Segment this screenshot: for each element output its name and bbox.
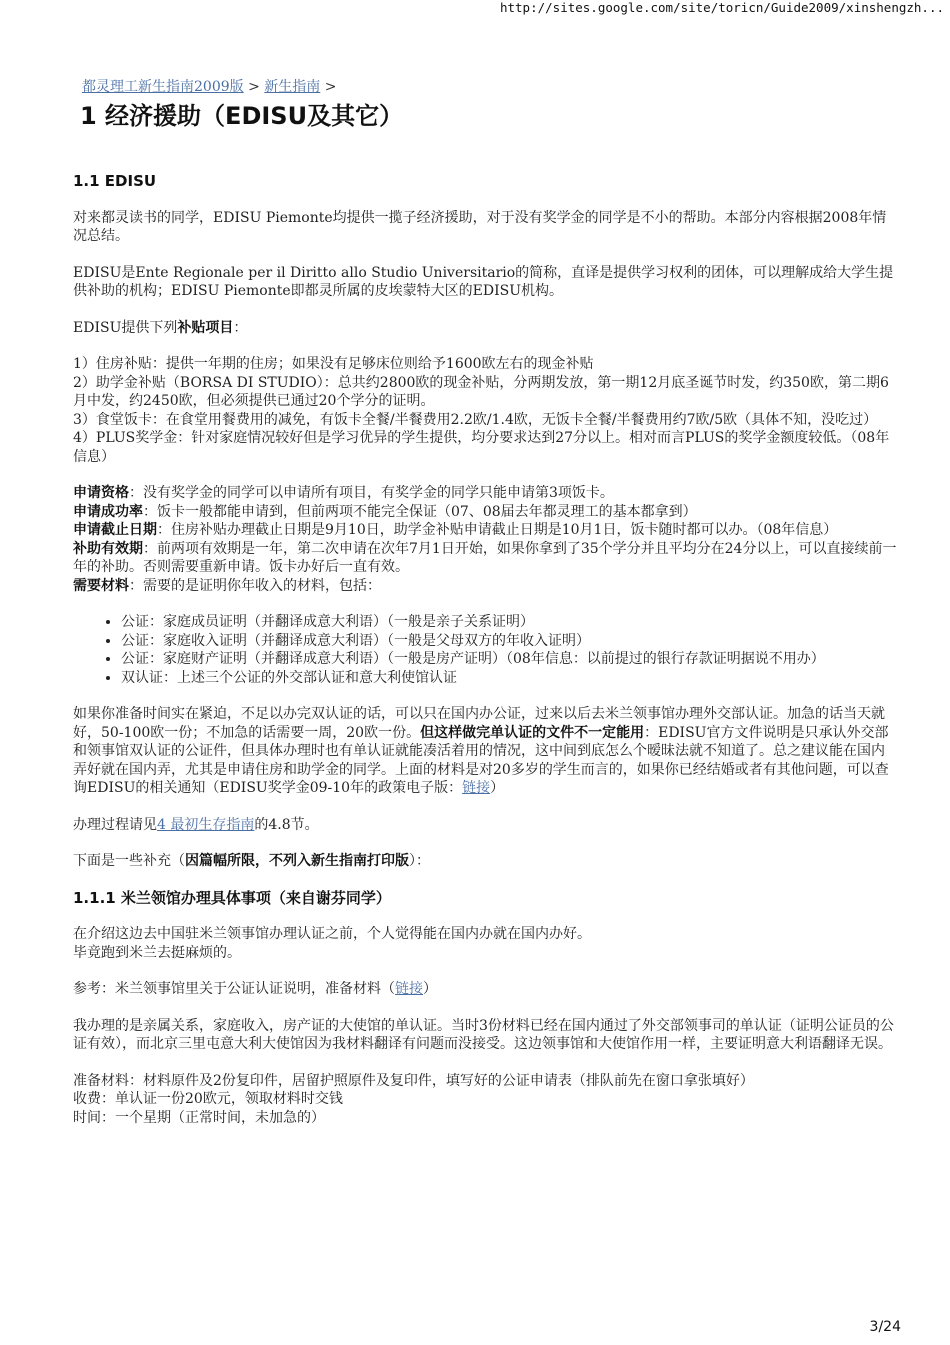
subsidy-item: 1）住房补贴：提供一年期的住房；如果没有足够床位则给予1600欧左右的现金补贴: [73, 356, 594, 372]
paragraph-reference: 参考：米兰领事馆里关于公证认证说明，准备材料（链接）: [73, 981, 437, 997]
paragraph-notarization-note: 如果你准备时间实在紧迫，不足以办完双认证的话，可以只在国内办公证，过来以后去米兰领事馆办理外交部认证。加急的话当天就好，50-100欧一份；不加急的话需要一周，20欧一份。但这样做完单认证的文件不一定能用：EDISU官方文件说明是只承认外交部和领事馆双认证的公证件，但具体办理时也有单认证就能凑活着用的情况，这中间到底怎么个暧昧法就不知道了。总之建议能在国内弄好就在国内弄，尤其是申请住房和助学金的同学。上面的材料是对20多岁的学生而言的，如果你已经结婚或者有其他问题，可以查询EDISU的相关通知（EDISU奖学金09-10年的政策电子版：链接）: [73, 706, 889, 796]
paragraph-fee: 收费：单认证一份20欧元，领取材料时交钱: [73, 1091, 343, 1107]
paragraph-milan-intro: 在介绍这边去中国驻米兰领事馆办理认证之前，个人觉得能在国内办就在国内办好。: [73, 926, 591, 942]
list-item: • 公证：家庭收入证明（并翻译成意大利语）（一般是父母双方的年收入证明）: [121, 632, 897, 651]
paragraph-materials: 准备材料：材料原件及2份复印件，居留护照原件及复印件，填写好的公证申请表（排队前先在窗口拿张填好）: [73, 1072, 754, 1089]
consulate-link[interactable]: 链接: [395, 981, 423, 997]
paragraph-subsidy-intro: EDISU提供下列补贴项目：: [73, 319, 248, 336]
paragraph-process: 办理过程请见4 最初生存指南的4.8节。: [73, 816, 319, 833]
main-content: [73, 172, 897, 1127]
page-title: 1 经济援助（EDISU及其它）: [80, 102, 404, 130]
requirement-line: 申请资格：没有奖学金的同学可以申请所有项目，有奖学金的同学只能申请第3项饭卡。: [73, 485, 614, 501]
paragraph-intro: 对来都灵读书的同学，EDISU Piemonte均提供一揽子经济援助，对于没有奖学金的同学是不小的帮助。本部分内容根据2008年情况总结。: [73, 209, 887, 244]
paragraph-milan-intro-2: 毕竟跑到米兰去挺麻烦的。: [73, 944, 241, 961]
materials-list: [73, 613, 897, 687]
survival-guide-link[interactable]: 4 最初生存指南: [157, 816, 255, 833]
requirement-line: 申请成功率：饭卡一般都能申请到，但前两项不能完全保证（07、08届去年都灵理工的基本都拿到）: [73, 503, 697, 520]
page-number: 3/24: [869, 1319, 901, 1335]
paragraph-experience: 我办理的是亲属关系，家庭收入，房产证的大使馆的单认证。当时3份材料已经在国内通过了外交部领事司的单认证（证明公证员的公证有效），而北京三里屯意大利大使馆因为我材料翻译有问题而没接受。这边领事馆和大使馆作用一样，主要证明意大利语翻译无误。: [73, 1017, 894, 1052]
breadcrumb-separator: >: [320, 79, 337, 95]
paragraph-edisu-definition: EDISU是Ente Regionale per il Diritto allo Studio Universitario的简称，直译是提供学习权利的团体，可以理解成给大学生提供补助的机构；EDISU Piemonte即都灵所属的皮埃蒙特大区的EDISU机构。: [73, 264, 894, 299]
section-heading-1-1-1: 1.1.1 米兰领馆办理具体事项（来自谢芬同学）: [73, 888, 391, 907]
list-item: • 双认证：上述三个公证的外交部认证和意大利使馆认证: [121, 669, 897, 688]
requirement-line: 需要材料：需要的是证明你年收入的材料，包括：: [73, 577, 381, 594]
list-item: • 公证：家庭成员证明（并翻译成意大利语）（一般是亲子关系证明）: [121, 613, 897, 632]
edisu-policy-link[interactable]: 链接: [462, 780, 491, 796]
paragraph-time: 时间：一个星期（正常时间，未加急的）: [73, 1109, 325, 1126]
breadcrumb-separator: >: [243, 79, 265, 95]
print-header-url: http://sites.google.com/site/toricn/Guide2009/xinshengzh...: [499, 0, 944, 15]
section-heading-1-1: 1.1 EDISU: [73, 172, 157, 190]
breadcrumb-link-guide2009[interactable]: 都灵理工新生指南2009版: [82, 79, 244, 95]
subsidy-item: 2）助学金补贴（BORSA DI STUDIO）：总共约2800欧的现金补贴，分两期发放，第一期12月底圣诞节时发，约350欧，第二期6月中发，约2450欧，但必须提供已通过20个学分的证明。: [73, 374, 889, 409]
breadcrumb-link-newstudent[interactable]: 新生指南: [264, 79, 321, 95]
requirement-line: 补助有效期：前两项有效期是一年，第二次申请在次年7月1日开始，如果你拿到了35个学分并且平均分在24分以上，可以直接续前一年的补助。否则需要重新申请。饭卡办好后一直有效。: [73, 540, 897, 575]
breadcrumb: [82, 76, 336, 96]
subsidy-item: 4）PLUS奖学金：针对家庭情况较好但是学习优异的学生提供，均分要求达到27分以上。相对而言PLUS的奖学金额度较低。（08年信息）: [73, 430, 890, 465]
requirement-line: 申请截止日期：住房补贴办理截止日期是9月10日，助学金补贴申请截止日期是10月1日，饭卡随时都可以办。（08年信息）: [73, 522, 838, 538]
paragraph-supplement: 下面是一些补充（因篇幅所限，不列入新生指南打印版）：: [73, 853, 430, 869]
list-item: • 公证：家庭财产证明（并翻译成意大利语）（一般是房产证明）（08年信息：以前提过的银行存款证明据说不用办）: [121, 650, 897, 669]
subsidy-item: 3）食堂饭卡：在食堂用餐费用的减免，有饭卡全餐/半餐费用2.2欧/1.4欧，无饭卡全餐/半餐费用约7欧/5欧（具体不知，没吃过）: [73, 411, 878, 428]
